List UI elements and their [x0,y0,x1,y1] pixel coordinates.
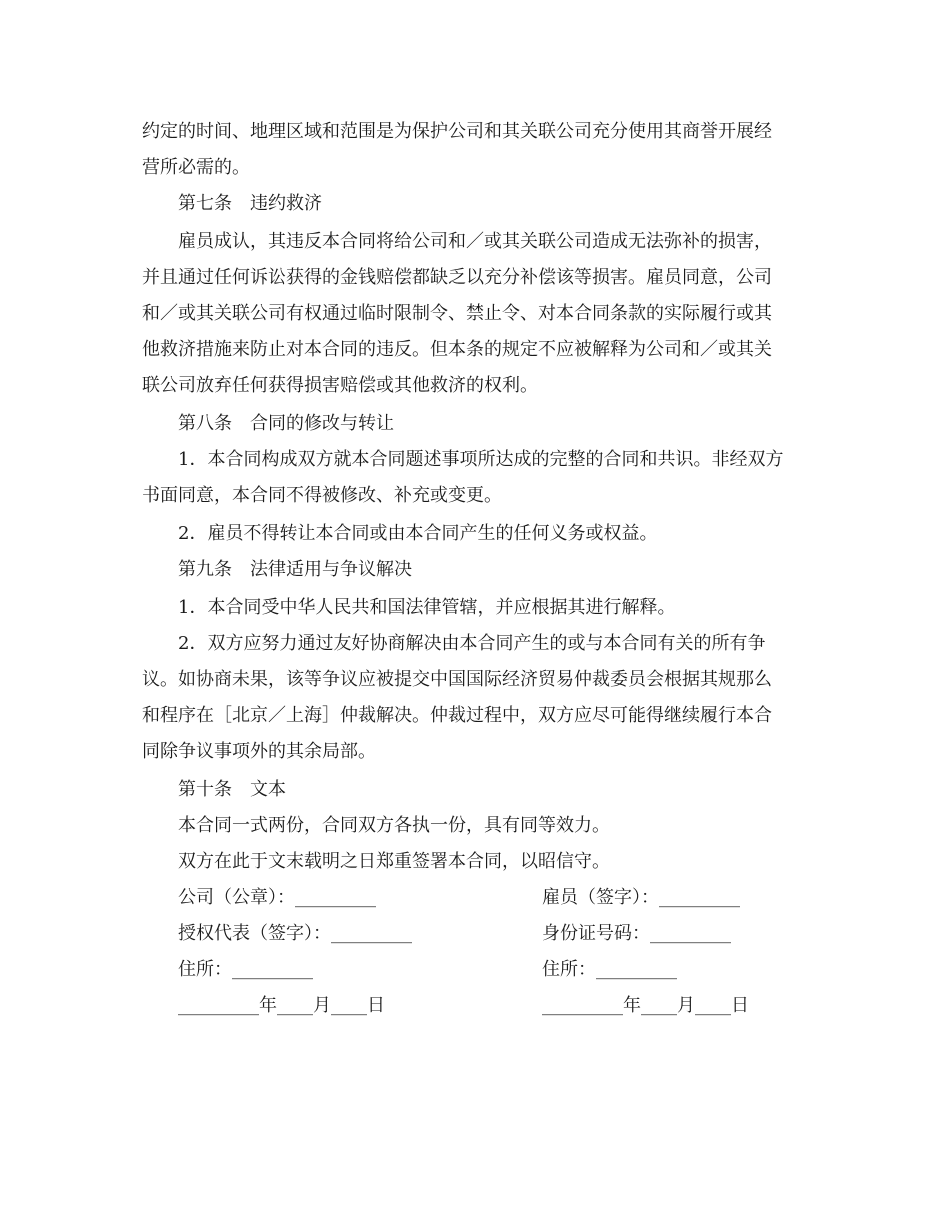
authorized-rep-field: 授权代表（签字）：_________ [178,923,412,944]
company-date-field: _________年____月____日 [178,995,385,1016]
paragraph-line: 1．本合同构成双方就本合同题述事项所达成的完整的合同和共识。非经双方 [178,449,784,470]
article-7-heading: 第七条 违约救济 [178,193,322,214]
id-number-field: 身份证号码：_________ [542,923,731,944]
paragraph-line: 联公司放弃任何获得损害赔偿或其他救济的权利。 [142,375,538,396]
paragraph-line: 和／或其关联公司有权通过临时限制令、禁止令、对本合同条款的实际履行或其 [142,303,772,324]
employee-address-field: 住所：_________ [542,959,677,980]
paragraph-line: 双方在此于文末载明之日郑重签署本合同，以昭信守。 [178,851,610,872]
company-address-field: 住所：_________ [178,959,313,980]
paragraph-line: 同除争议事项外的其余局部。 [142,741,376,762]
paragraph-line: 本合同一式两份，合同双方各执一份，具有同等效力。 [178,815,610,836]
paragraph-line: 和程序在［北京／上海］仲裁解决。仲裁过程中，双方应尽可能得继续履行本合 [142,705,772,726]
paragraph-line: 他救济措施来防止对本合同的违反。但本条的规定不应被解释为公司和／或其关 [142,339,772,360]
paragraph-line: 2．双方应努力通过友好协商解决由本合同产生的或与本合同有关的所有争 [178,633,766,654]
article-9-heading: 第九条 法律适用与争议解决 [178,559,412,580]
paragraph-line: 营所必需的。 [142,157,250,178]
paragraph-line: 2．雇员不得转让本合同或由本合同产生的任何义务或权益。 [178,523,658,544]
employee-signature-field: 雇员（签字）：_________ [542,887,740,908]
paragraph-line: 并且通过任何诉讼获得的金钱赔偿都缺乏以充分补偿该等损害。雇员同意，公司 [142,267,772,288]
paragraph-line: 议。如协商未果，该等争议应被提交中国国际经济贸易仲裁委员会根据其规那么 [142,669,772,690]
paragraph-line: 约定的时间、地理区域和范围是为保护公司和其关联公司充分使用其商誉开展经 [142,121,772,142]
employee-date-field: _________年____月____日 [542,995,749,1016]
paragraph-line: 雇员成认，其违反本合同将给公司和／或其关联公司造成无法弥补的损害， [178,231,772,252]
paragraph-line: 1．本合同受中华人民共和国法律管辖，并应根据其进行解释。 [178,597,676,618]
company-seal-field: 公司（公章）：_________ [178,887,376,908]
article-8-heading: 第八条 合同的修改与转让 [178,413,394,434]
article-10-heading: 第十条 文本 [178,779,286,800]
paragraph-line: 书面同意，本合同不得被修改、补充或变更。 [142,485,502,506]
